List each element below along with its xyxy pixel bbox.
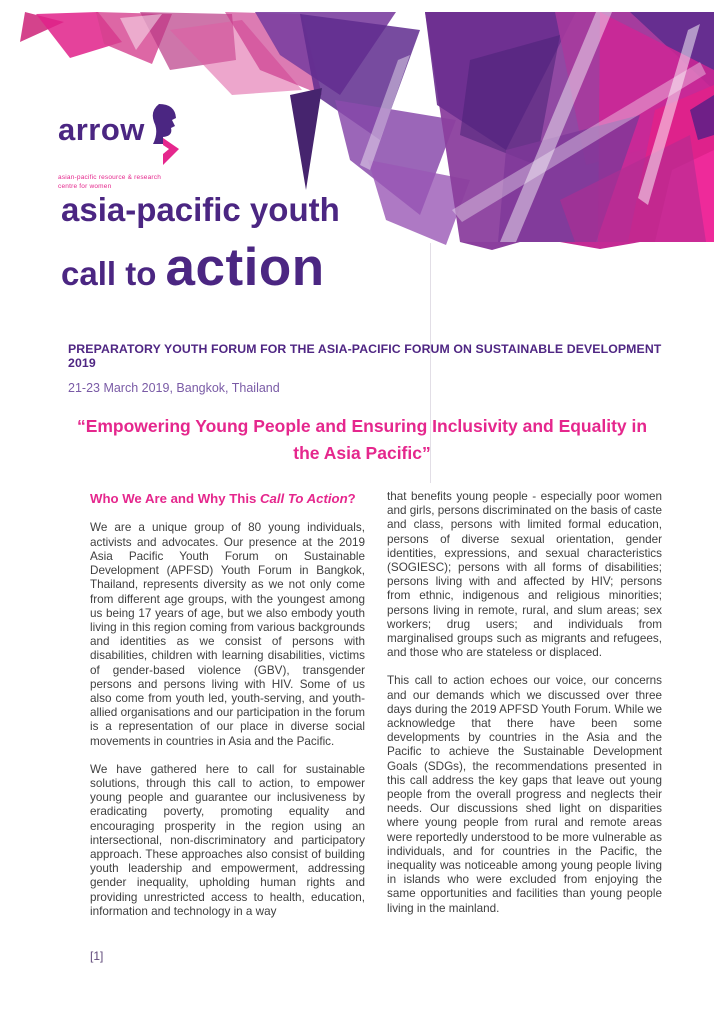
section-heading-italic: Call To Action [259, 491, 348, 506]
section-heading-prefix: Who We Are and Why This [90, 491, 260, 506]
face-profile-icon [149, 104, 181, 171]
page-number: [1] [90, 949, 104, 963]
title-call-to: call to [61, 255, 166, 293]
body-paragraph: This call to action echoes our voice, our concerns and our demands which we discussed over three days during the 2019 APFSD Youth Forum. While we acknowledge that there have been some developments by countries in the Asia and the Pacific to achieve the Sustainable Development Goals (SDGs), the recommendations presented in this call address the key gaps that leave out young people from the overall progress and neglects their needs. Our discussions shed light on disparities where young people from rural and remote areas were reportedly understood to be more vulnerable as individuals, and for countries in the Pacific, the inequality was noticeable among young people living in islands who were excluded from enjoying the same opportunities and facilities than young people living in the mainland. [387, 674, 662, 915]
logo-tagline [58, 174, 188, 192]
body-columns [90, 490, 662, 933]
theme-quote: “Empowering Young People and Ensuring Inclusivity and Equality in the Asia Pacific” [76, 416, 648, 464]
left-column [90, 490, 365, 933]
logo-wordmark: arrow [58, 112, 145, 147]
section-heading-suffix: ? [347, 491, 356, 506]
title-line1: asia-pacific youth [61, 191, 340, 228]
logo-tagline-line2: centre for women [58, 182, 112, 190]
arrow-logo [58, 104, 188, 192]
title-line2 [61, 238, 340, 298]
logo-tagline-line1: asian-pacific resource & research [58, 174, 162, 181]
section-heading [90, 490, 365, 508]
forum-title: PREPARATORY YOUTH FORUM FOR THE ASIA-PACIFIC FORUM ON SUSTAINABLE DEVELOPMENT 2019 [68, 342, 662, 370]
body-paragraph: We are a unique group of 80 young individuals, activists and advocates. Our presence at the 2019 Asia Pacific Youth Forum on Sustainable Development (APFSD) Youth Forum in Bangkok, Thailand, represents diversity as we not only come from different age groups, with the youngest among us being 17 years of age, but we also embody youth living in this region coming from various backgrounds and identities as we consist of persons with disabilities, children with learning disabilities, victims of gender-based violence (GBV), transgender persons and persons living with HIV. Some of us also come from youth led, youth-serving, and youth-allied organisations and our participation in the forum is a representation of our place in diverse social movements in countries in Asia and the Pacific. [90, 521, 365, 748]
title-action: action [165, 238, 325, 298]
body-paragraph: We have gathered here to call for sustainable solutions, through this call to action, to empower young people and guarantee our inclusiveness by eradicating poverty, promoting equality and encouraging prosperity in the region using an intersectional, non-discriminatory and participatory approach. These approaches also consist of building youth leadership and empowerment, addressing gender inequality, upholding human rights and providing unrestricted access to health, education, information and technology in a way [90, 762, 365, 918]
right-column [387, 490, 662, 933]
event-meta [68, 342, 668, 395]
event-date-location: 21-23 March 2019, Bangkok, Thailand [68, 381, 280, 395]
title-block [61, 191, 340, 298]
body-paragraph: that benefits young people - especially poor women and girls, persons discriminated on the basis of caste and class, persons with limited formal education, persons of diverse sexual orientation, gender identities, expressions, and sexual characteristics (SOGIESC); persons with all forms of disabilities; persons living with and affected by HIV; persons from ethnic, indigenous and religious minorities; persons living in remote, rural, and slum areas; sex workers; drug users; and individuals from marginalised groups such as migrants and refugees, and those who are stateless or displaced. [387, 490, 662, 660]
